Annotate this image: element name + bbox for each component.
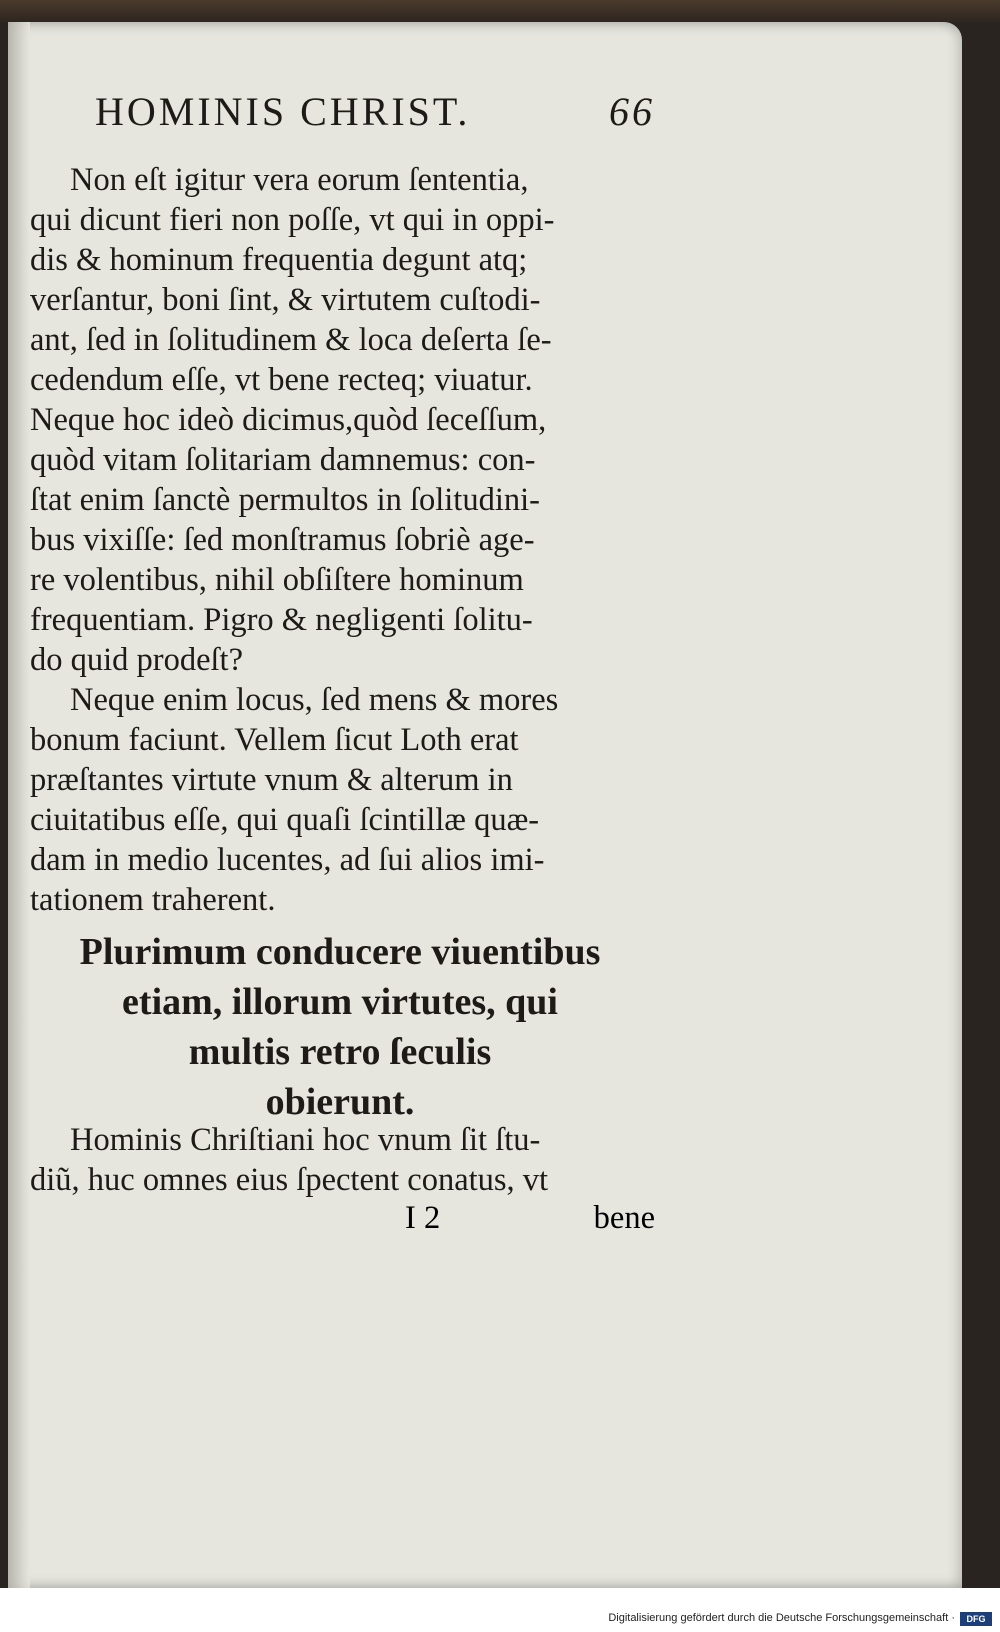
heading-line: Plurimum conducere viuentibus (79, 931, 601, 973)
text-line: dam in medio lucentes, ad ſui alios imi- (30, 842, 545, 878)
text-line: dis & hominum frequentia degunt atq; (30, 242, 528, 278)
heading-line: obierunt. (265, 1081, 415, 1123)
text-line: ſtat enim ſanctè permultos in ſolitudini- (30, 482, 540, 518)
page-number: 66 (609, 89, 655, 134)
text-line: Neque hoc ideò dicimus,quòd ſeceſſum, (30, 402, 547, 438)
text-line: do quid prodeſt? (30, 642, 244, 678)
text-line: ciuitatibus eſſe, qui quaſi ſcintillæ quæ- (30, 802, 540, 838)
catchline (30, 1200, 660, 1240)
running-head (95, 88, 655, 148)
text-line: cedendum eſſe, vt bene recteq; viuatur. (30, 362, 533, 398)
text-line: bus vixiſſe: ſed monſtramus ſobriè age- (30, 522, 535, 558)
running-title: HOMINIS CHRIST. (95, 89, 471, 134)
text-line: qui dicunt fieri non poſſe, vt qui in oppi- (30, 202, 555, 238)
signature-mark: I 2 (405, 1200, 441, 1236)
funding-credit: Digitalisierung gefördert durch die Deutsche Forschungsgemeinschaft · (608, 1612, 955, 1624)
text-line: re volentibus, nihil obſiſtere hominum (30, 562, 524, 598)
text-line: verſantur, boni ſint, & virtutem cuſtodi- (30, 282, 541, 318)
text-line: Non eſt igitur vera eorum ſententia, (70, 162, 529, 198)
text-line: præſtantes virtute vnum & alterum in (30, 762, 513, 798)
text-line: Neque enim locus, ſed mens & mores (70, 682, 559, 718)
heading-line: etiam, illorum virtutes, qui (122, 981, 558, 1023)
text-line: tationem traherent. (30, 882, 276, 918)
text-line: Hominis Chriſtiani hoc vnum ſit ſtu- (70, 1122, 541, 1158)
text-line: bonum faciunt. Vellem ſicut Loth erat (30, 722, 519, 758)
text-line: quòd vitam ſolitariam damnemus: con- (30, 442, 536, 478)
dfg-logo-icon: DFG (960, 1612, 992, 1626)
text-line: frequentiam. Pigro & negligenti ſolitu- (30, 602, 533, 638)
text-line: ant, ſed in ſolitudinem & loca deſerta ſe- (30, 322, 552, 358)
digitization-footer (0, 1588, 1000, 1632)
catchword: bene (593, 1200, 655, 1236)
scan-top-edge (0, 0, 1000, 22)
text-line: diũ, huc omnes eius ſpectent conatus, vt (30, 1162, 549, 1198)
heading-line: multis retro ſeculis (188, 1031, 492, 1073)
